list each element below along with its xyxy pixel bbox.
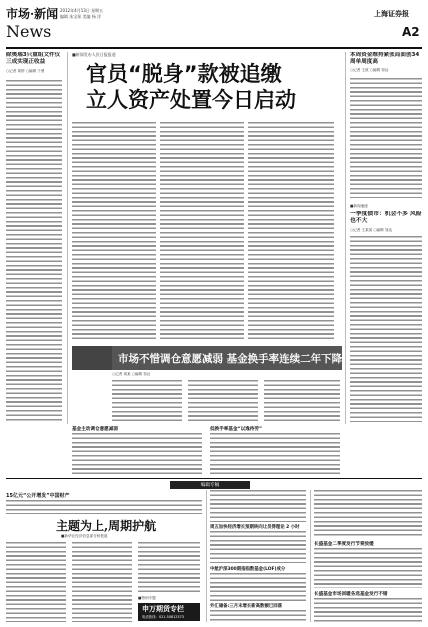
banner-sub-body-2 bbox=[210, 433, 340, 475]
bottom-right bbox=[314, 490, 422, 622]
paper-name: 上海证券报 bbox=[374, 9, 409, 18]
sponsor-ad-title: 申万期货专栏 bbox=[142, 605, 184, 613]
right-column bbox=[350, 52, 422, 424]
main-body-col-2 bbox=[160, 122, 244, 342]
bottom-mid-text-3 bbox=[210, 573, 306, 601]
bottom-middle bbox=[210, 490, 306, 622]
banner-subhead-1: 基金主动调仓意愿减弱 bbox=[72, 427, 118, 432]
bottom-mid-heading-2: 中航沪深300期指指数基金(LOF)成分 bbox=[210, 567, 286, 572]
bottom-mid-text-4 bbox=[210, 610, 306, 622]
main-headline-2: 立人资产处置今日启动 bbox=[86, 88, 296, 112]
right-body-text-1 bbox=[350, 78, 422, 198]
left-column bbox=[6, 52, 64, 424]
right-byline: ○记者 王波 ○编辑 邹达 bbox=[350, 68, 389, 72]
main-story bbox=[72, 52, 342, 342]
bottom-left-col-3 bbox=[138, 542, 200, 594]
page-number: A2 bbox=[402, 25, 420, 39]
bottom-left-intro-text bbox=[6, 500, 202, 514]
right-mid-kicker: ■新闻速递 bbox=[350, 204, 368, 208]
sponsor-ad-phone: 电话热线：021-50812373 bbox=[142, 615, 184, 619]
date-line: 2012年4月13日 星期五 bbox=[60, 8, 104, 13]
banner-subhead-2: 低换手率基金“以逸待劳” bbox=[210, 427, 262, 432]
right-divider bbox=[345, 52, 346, 424]
bottom-right-text-1 bbox=[314, 490, 422, 538]
bottom-mid-text-1 bbox=[210, 490, 306, 522]
banner-body-col-3 bbox=[264, 380, 340, 424]
main-headline-1: 官员“脱身”款被追缴 bbox=[86, 62, 282, 86]
bottom-right-text-3 bbox=[314, 598, 422, 622]
banner-byline: ○记者 周某 ○编辑 邹达 bbox=[112, 372, 151, 376]
bottom-left-byline: ■新华社经济信息部分析报道 bbox=[61, 534, 108, 538]
bottom-left-kicker: 15亿元“公开增发”中国财产 bbox=[6, 493, 70, 499]
banner-photo-left bbox=[72, 346, 112, 370]
main-body-col-3 bbox=[248, 122, 334, 342]
bottom-left bbox=[6, 492, 202, 622]
banner-headline-box bbox=[112, 346, 342, 370]
special-label bbox=[138, 596, 200, 602]
left-divider bbox=[67, 52, 68, 424]
bottom-mid-heading-1: 周五加快经济增长预期转向让员得理论 2 小时 bbox=[210, 525, 300, 530]
bottom-mid-heading-3: 外汇储备:三月末增长新高数额已回落 bbox=[210, 604, 283, 609]
left-byline: ○记者 周婷 ○编辑 于勇 bbox=[6, 69, 45, 73]
bottom-left-col-1 bbox=[6, 542, 66, 622]
left-headline: 除奥瑞3只重组文件仅三成实现正收益 bbox=[6, 52, 61, 65]
bottom-right-heading-2: 长盛基金市场回暖各选基金发行不错 bbox=[314, 592, 388, 597]
bottom-left-col-2 bbox=[72, 542, 132, 622]
special-label-text: ■特别专题 bbox=[138, 596, 156, 600]
bottom-right-heading-1: 长盛基金二季度发行节奏放缓 bbox=[314, 542, 374, 547]
ad-label-box bbox=[170, 481, 250, 489]
main-kicker: ■新闻发布人民日报报道 bbox=[72, 52, 116, 57]
ad-label: 编辑专稿 bbox=[200, 483, 220, 488]
bottom-right-text-2 bbox=[314, 548, 422, 588]
main-body-col-1 bbox=[72, 122, 156, 342]
bottom-divider-2 bbox=[310, 490, 311, 622]
left-body-text bbox=[6, 80, 62, 422]
editor-line: 编辑 朱宝琛 美编 杨 洋 bbox=[60, 14, 102, 19]
bottom-mid-text-2 bbox=[210, 531, 306, 563]
banner-sub-body-1 bbox=[72, 433, 202, 475]
mid-rule bbox=[6, 478, 422, 479]
banner-body-col-1 bbox=[112, 380, 182, 424]
masthead-rule bbox=[6, 47, 422, 49]
right-body-text-2 bbox=[350, 236, 422, 422]
bottom-left-headline: 主题为上,周期护航 bbox=[56, 519, 157, 533]
right-mid-headline: 一季度债市：机会不多 风险也不大 bbox=[350, 211, 422, 224]
masthead bbox=[0, 0, 428, 50]
bottom-divider-1 bbox=[206, 490, 207, 622]
banner-story bbox=[72, 372, 342, 424]
banner-body-col-2 bbox=[188, 380, 258, 424]
banner-headline: 市场不惜调仓意愿减弱 基金换手率连续二年下降 bbox=[118, 353, 343, 365]
right-mid-byline: ○记者 王某某 ○编辑 邹达 bbox=[350, 228, 393, 232]
section-title: 市场·新闻 bbox=[6, 7, 59, 21]
sponsor-ad bbox=[138, 603, 200, 621]
right-headline: 本周资金维持紧张局面创34周单周度高 bbox=[350, 52, 420, 65]
section-title-en: News bbox=[6, 22, 52, 41]
banner-subheads bbox=[72, 426, 342, 476]
